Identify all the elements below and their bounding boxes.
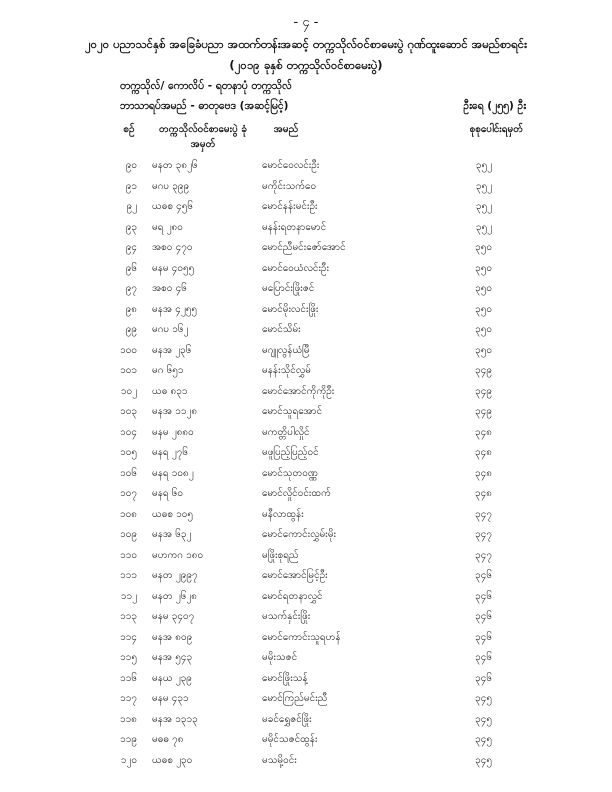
table-row bbox=[0, 486, 612, 506]
student-name: မောင်ဖြိုးသန့် bbox=[262, 672, 308, 684]
roll-number: မနအ ၂၃၆ bbox=[152, 344, 192, 356]
row-number: ၁၁၃ bbox=[120, 611, 137, 622]
document-title: ၂၀၂၀ ပညာသင်နှစ် အခြေခံပညာ အထက်တန်းအဆင့် တက္ကသိုလ်ဝင်စာမေးပွဲ ဂုဏ်ထူးဆောင် အမည်စာရင်း bbox=[84, 37, 528, 51]
student-name: မောင်ကောင်းသူရဟန် bbox=[262, 631, 341, 643]
count-line: ဦးရေ (၂၅၅) ဦး bbox=[463, 100, 526, 112]
table-row bbox=[0, 753, 612, 773]
roll-number: မနမ ၂၈၈၀ bbox=[152, 426, 194, 438]
total-score: ၃၅၂ bbox=[475, 160, 492, 171]
student-name: မောင်ရတနာလွှင် bbox=[262, 590, 323, 602]
roll-number: ယဓစ ၄၅၆ bbox=[152, 201, 194, 212]
header-name: အမည် bbox=[273, 124, 299, 135]
table-row bbox=[0, 712, 612, 732]
roll-number: မနအ ၅၄၃ bbox=[152, 652, 193, 663]
roll-number: မနမ ၄၀၅၅ bbox=[152, 262, 195, 274]
roll-number: မနအ ၆၃၂ bbox=[152, 529, 192, 540]
table-row bbox=[0, 589, 612, 609]
student-name: မသက်နှင်းဖြိုး bbox=[262, 611, 311, 622]
student-name: မောင်သူရအောင် bbox=[262, 406, 323, 417]
roll-number: မဂ ၆၅၁ bbox=[152, 365, 184, 376]
student-name: မဖူပြည့်ပြည့်ဝင် bbox=[262, 447, 319, 458]
total-score: ၃၄၅ bbox=[475, 713, 492, 725]
student-name: မဂျူလွန်ယံမြီ bbox=[262, 344, 310, 356]
roll-number: မနတ ၂၆၂၈ bbox=[152, 590, 197, 602]
row-number: ၁၁၆ bbox=[120, 672, 137, 684]
roll-number: အစဝ ၄၆ bbox=[152, 283, 187, 294]
student-name: မောင်လှိုင်ဝင်းထက် bbox=[262, 488, 331, 499]
total-score: ၃၅၀ bbox=[475, 242, 492, 253]
table-row bbox=[0, 158, 612, 178]
total-score: ၃၅၂ bbox=[475, 221, 492, 233]
total-score: ၃၄၅ bbox=[475, 754, 492, 766]
total-score: ၃၄၆ bbox=[475, 570, 492, 581]
student-name: မနီလာထွန်း bbox=[262, 508, 304, 520]
table-row bbox=[0, 507, 612, 527]
roll-number: မနတ ၃၈၂၆ bbox=[152, 160, 198, 171]
row-number: ၉၂ bbox=[126, 201, 137, 212]
total-score: ၃၄၆ bbox=[475, 672, 492, 684]
roll-number: မနတ ၂၉၉၇ bbox=[152, 570, 198, 581]
table-row bbox=[0, 671, 612, 691]
total-score: ၃၄၉ bbox=[475, 385, 492, 397]
row-number: ၁၁၉ bbox=[120, 734, 137, 745]
total-score: ၃၄၉ bbox=[475, 365, 492, 376]
student-name: မောင်ကြည်မင်းညီ bbox=[262, 693, 328, 704]
row-number: ၁၀၀ bbox=[120, 344, 137, 356]
table-row bbox=[0, 548, 612, 568]
header-no: စဉ် bbox=[123, 124, 135, 135]
roll-number: မနရ ၁၀၈၂ bbox=[152, 467, 194, 479]
total-score: ၃၄၅ bbox=[475, 693, 492, 704]
row-number: ၁၀၉ bbox=[120, 529, 137, 540]
total-score: ၃၄၅ bbox=[475, 734, 492, 745]
roll-number: မနရ ၆၀ bbox=[152, 488, 184, 499]
total-score: ၃၄၉ bbox=[475, 406, 492, 417]
student-name: မသမို့ဝင်း bbox=[262, 754, 297, 766]
row-number: ၁၁၁ bbox=[120, 570, 137, 581]
total-score: ၃၅၂ bbox=[475, 180, 492, 192]
row-number: ၁၂၀ bbox=[120, 754, 137, 766]
roll-number: ယဓစ ၂၃၀ bbox=[152, 754, 193, 766]
total-score: ၃၅၀ bbox=[475, 344, 492, 356]
student-name: မောင်အောင်ကိုကိုဦး bbox=[262, 385, 335, 397]
student-name: မမိုးသဇင် bbox=[262, 652, 298, 663]
table-row bbox=[0, 240, 612, 260]
row-number: ၁၀၇ bbox=[120, 488, 137, 499]
total-score: ၃၄၆ bbox=[475, 611, 492, 622]
student-name: မခင်ရွှေဇင်ဖြိုး bbox=[262, 713, 312, 725]
table-row bbox=[0, 261, 612, 281]
student-name: မောင်အောင်မြင့်ဦး bbox=[262, 570, 328, 581]
student-name: မကိုင်းသက်ဝေ bbox=[262, 180, 317, 192]
table-row bbox=[0, 179, 612, 199]
row-number: ၉၈ bbox=[125, 303, 137, 315]
row-number: ၁၀၅ bbox=[120, 447, 137, 458]
row-number: ၁၀၂ bbox=[120, 385, 137, 397]
total-score: ၃၅၀ bbox=[475, 262, 492, 274]
student-name: မောင်သိမ်း bbox=[262, 324, 301, 335]
total-score: ၃၅၂ bbox=[475, 201, 492, 212]
roll-number: ယဓစ ၁၀၅ bbox=[152, 508, 194, 520]
student-name: မနန်းရတနာမောင် bbox=[262, 221, 327, 233]
row-number: ၉၃ bbox=[125, 221, 137, 233]
header-roll-number: တက္ကသိုလ်ဝင်စာမေးပွဲ ခုံအမှတ် bbox=[159, 124, 247, 150]
roll-number: မနရ ၂၇၆ bbox=[152, 447, 188, 458]
student-name: မကတ္တိပါလှိုင် bbox=[262, 426, 310, 438]
table-row bbox=[0, 630, 612, 650]
total-score: ၃၄၈ bbox=[475, 467, 492, 479]
row-number: ၁၁၅ bbox=[120, 652, 137, 663]
total-score: ၃၄၆ bbox=[475, 652, 492, 663]
table-row bbox=[0, 425, 612, 445]
student-name: မောင်ညီမင်းဇော်အောင် bbox=[262, 242, 346, 253]
row-number: ၉၄ bbox=[125, 242, 137, 253]
table-row bbox=[0, 527, 612, 547]
table-row bbox=[0, 199, 612, 219]
total-score: ၃၄၈ bbox=[475, 447, 492, 458]
total-score: ၃၅၀ bbox=[475, 283, 492, 294]
student-name: မနန်းသိုင်လွှမ် bbox=[262, 365, 311, 376]
table-row bbox=[0, 691, 612, 711]
table-row bbox=[0, 650, 612, 670]
row-number: ၁၁၇ bbox=[120, 693, 137, 704]
roll-number: မဓဓ ၇၈ bbox=[152, 734, 184, 745]
student-name: မောင်ကောင်းလွှမ်းမိုး bbox=[262, 529, 337, 540]
roll-number: အစဝ ၄၇၀ bbox=[152, 242, 193, 253]
row-number: ၁၁၂ bbox=[120, 590, 137, 602]
table-row bbox=[0, 466, 612, 486]
student-name: မောင်ဝေယံလင်းဦး bbox=[262, 262, 330, 274]
table-row bbox=[0, 363, 612, 383]
page-number: - ၄ - bbox=[293, 15, 319, 30]
total-score: ၃၄၇ bbox=[475, 549, 492, 561]
university-line: တက္ကသိုလ်/ ကောလိပ် - ရတနာပုံ တက္ကသိုလ် bbox=[120, 80, 292, 92]
student-name: မဖြိုးစုရည် bbox=[262, 549, 299, 561]
row-number: ၁၀၆ bbox=[120, 467, 137, 479]
row-number: ၁၁၄ bbox=[120, 631, 137, 643]
roll-number: မနအ ၄၂၅၅ bbox=[152, 303, 198, 315]
roll-number: မဟကဂ ၁၈၀ bbox=[152, 549, 204, 561]
document-subtitle: (၂၀၁၉ ခုနှစ် တက္ကသိုလ်ဝင်စာမေးပွဲ) bbox=[229, 58, 383, 72]
row-number: ၁၀၁ bbox=[120, 365, 137, 376]
roll-number: မနယ ၂၃၉ bbox=[152, 672, 192, 684]
roll-number: မနမ ၃၄၀၇ bbox=[152, 611, 195, 622]
total-score: ၃၄၇ bbox=[475, 508, 492, 520]
row-number: ၁၁၀ bbox=[120, 549, 137, 561]
roll-number: ယဓ ၈၃၁ bbox=[152, 385, 188, 397]
roll-number: မနမ ၄၃၁ bbox=[152, 693, 189, 704]
row-number: ၉၁ bbox=[125, 180, 137, 192]
student-name: မပြောင်းဖြိုးဇင် bbox=[262, 283, 315, 294]
table-row bbox=[0, 568, 612, 588]
table-row bbox=[0, 445, 612, 465]
table-row bbox=[0, 384, 612, 404]
table-row bbox=[0, 732, 612, 752]
roll-number: မရ ၂၈၀ bbox=[152, 221, 183, 233]
table-row bbox=[0, 322, 612, 342]
student-name: မောင်ဝေလင်းဦး bbox=[262, 160, 320, 171]
table-row bbox=[0, 609, 612, 629]
table-row bbox=[0, 302, 612, 322]
roll-number: မနအ ၁၁၂၈ bbox=[152, 406, 198, 417]
table-row bbox=[0, 220, 612, 240]
row-number: ၉၆ bbox=[125, 262, 137, 274]
row-number: ၉၇ bbox=[125, 283, 137, 294]
student-name: မောင်မိုးလင်းဖြိုး bbox=[262, 303, 319, 315]
roll-number: မဂပ ၁၆၂ bbox=[152, 324, 189, 335]
total-score: ၃၄၇ bbox=[475, 529, 492, 540]
student-name: မမိုင်သဇင်ထွန်း bbox=[262, 734, 318, 745]
table-row bbox=[0, 343, 612, 363]
row-number: ၁၀၄ bbox=[120, 426, 137, 438]
student-name: မောင်နန်းမင်းဦး bbox=[262, 201, 318, 212]
row-number: ၉၀ bbox=[125, 160, 137, 171]
total-score: ၃၄၈ bbox=[475, 426, 492, 438]
subject-line: ဘာသာရပ်အမည် - ဓာတုဗေဒ (အဆင့်မြင့်) bbox=[120, 100, 289, 112]
student-name: မောင်သုတဝဏ္ဏ bbox=[262, 467, 318, 479]
roll-number: မနအ ၁၃၁၃ bbox=[152, 713, 198, 725]
header-total-score: စုစုပေါင်းရမှတ် bbox=[469, 124, 523, 135]
table-row bbox=[0, 404, 612, 424]
row-number: ၁၁၈ bbox=[120, 713, 137, 725]
total-score: ၃၅၀ bbox=[475, 324, 492, 335]
row-number: ၁၀၈ bbox=[120, 508, 137, 520]
total-score: ၃၄၆ bbox=[475, 631, 492, 643]
total-score: ၃၄၆ bbox=[475, 590, 492, 602]
row-number: ၁၀၃ bbox=[120, 406, 137, 417]
roll-number: မနအ ၈၀၉ bbox=[152, 631, 193, 643]
total-score: ၃၅၀ bbox=[475, 303, 492, 315]
row-number: ၉၉ bbox=[125, 324, 137, 335]
total-score: ၃၄၈ bbox=[475, 488, 492, 499]
roll-number: မဂပ ၃၉၉ bbox=[152, 180, 190, 192]
table-row bbox=[0, 281, 612, 301]
